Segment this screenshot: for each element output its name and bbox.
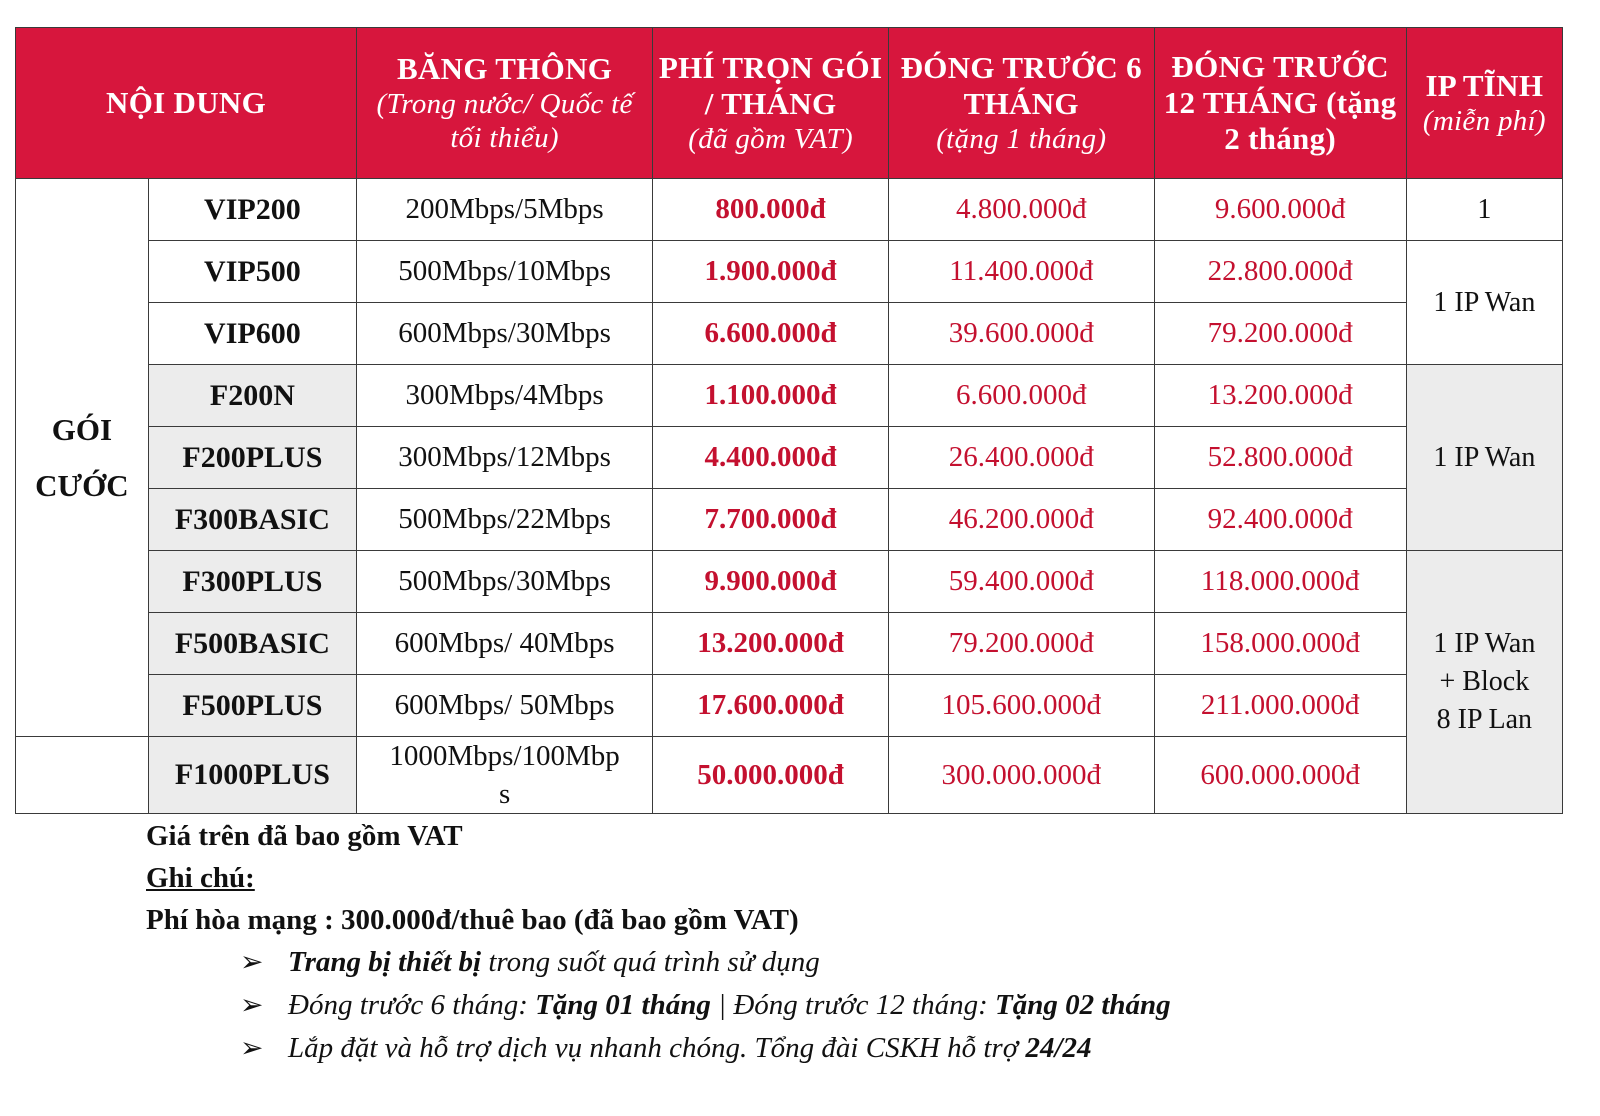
bullet-text: | Đóng trước 12 tháng:	[710, 989, 995, 1021]
package-name: F300BASIC	[148, 489, 356, 551]
monthly-fee-cell: 4.400.000đ	[653, 427, 889, 489]
bullet-bold: Tặng 01 tháng	[535, 989, 711, 1021]
prepay12-cell: 13.200.000đ	[1154, 365, 1406, 427]
prepay12-cell: 52.800.000đ	[1154, 427, 1406, 489]
prepay6-cell: 4.800.000đ	[889, 179, 1154, 241]
ip-cell: 1 IP Wan	[1406, 241, 1562, 365]
ip-cell: 1 IP Wan	[1406, 365, 1562, 551]
header-ip	[1406, 28, 1562, 179]
header-prepay6	[889, 28, 1154, 179]
package-name: VIP600	[148, 303, 356, 365]
package-name: F200N	[148, 365, 356, 427]
list-item	[240, 1027, 1171, 1070]
prepay12-cell: 22.800.000đ	[1154, 241, 1406, 303]
arrow-bullet-icon: ➢	[240, 990, 264, 1021]
header-monthly	[653, 28, 889, 179]
arrow-bullet-icon: ➢	[240, 947, 264, 978]
monthly-fee-cell: 6.600.000đ	[653, 303, 889, 365]
prepay6-cell: 79.200.000đ	[889, 613, 1154, 675]
header-content	[16, 28, 357, 179]
group-cell	[16, 179, 149, 737]
prepay12-cell: 158.000.000đ	[1154, 613, 1406, 675]
package-name: F200PLUS	[148, 427, 356, 489]
notes-heading	[146, 857, 799, 899]
header-bandwidth-main: BĂNG THÔNG	[397, 51, 613, 86]
header-monthly-main: PHÍ TRỌN GÓI / THÁNG	[658, 50, 883, 121]
header-bandwidth	[357, 28, 653, 179]
prepay12-cell: 9.600.000đ	[1154, 179, 1406, 241]
prepay12-cell: 92.400.000đ	[1154, 489, 1406, 551]
vat-note: Giá trên đã bao gồm VAT	[146, 820, 463, 852]
ip-cell	[1406, 551, 1562, 814]
prepay6-cell: 59.400.000đ	[889, 551, 1154, 613]
prepay6-cell: 39.600.000đ	[889, 303, 1154, 365]
package-name: F300PLUS	[148, 551, 356, 613]
bandwidth-cell: 200Mbps/5Mbps	[357, 179, 653, 241]
package-name: F500PLUS	[148, 675, 356, 737]
bandwidth-line: 1000Mbps/100Mbp	[389, 740, 620, 772]
header-monthly-sub: (đã gồm VAT)	[688, 123, 853, 155]
table-row	[16, 613, 1563, 675]
prepay6-cell: 26.400.000đ	[889, 427, 1154, 489]
bandwidth-cell: 500Mbps/30Mbps	[357, 551, 653, 613]
list-item	[240, 984, 1171, 1027]
prepay12-cell: 211.000.000đ	[1154, 675, 1406, 737]
header-ip-sub: (miễn phí)	[1422, 105, 1546, 137]
bandwidth-cell: 600Mbps/ 40Mbps	[357, 613, 653, 675]
bullet-list	[240, 941, 1171, 1070]
ip-cell: 1	[1406, 179, 1562, 241]
monthly-fee-cell: 7.700.000đ	[653, 489, 889, 551]
table-row	[16, 427, 1563, 489]
monthly-fee-cell: 1.100.000đ	[653, 365, 889, 427]
list-item	[240, 941, 1171, 984]
activation-fee-note: Phí hòa mạng : 300.000đ/thuê bao (đã bao gồm VAT)	[146, 904, 799, 936]
notes-heading-label: Ghi chú:	[146, 862, 255, 894]
prepay12-cell: 118.000.000đ	[1154, 551, 1406, 613]
prepay6-cell: 11.400.000đ	[889, 241, 1154, 303]
prepay12-cell: 600.000.000đ	[1154, 737, 1406, 814]
header-prepay6-sub: (tặng 1 tháng)	[936, 123, 1107, 155]
prepay6-cell: 46.200.000đ	[889, 489, 1154, 551]
bullet-text: Lắp đặt và hỗ trợ dịch vụ nhanh chóng. Tổng đài CSKH hỗ trợ	[288, 1032, 1026, 1064]
header-row	[16, 28, 1563, 179]
package-name: F1000PLUS	[148, 737, 356, 814]
bullet-text: trong suốt quá trình sử dụng	[481, 946, 820, 978]
monthly-fee-cell: 1.900.000đ	[653, 241, 889, 303]
group-cell-empty	[16, 737, 149, 814]
monthly-fee-cell: 800.000đ	[653, 179, 889, 241]
bandwidth-cell	[357, 737, 653, 814]
prepay6-cell: 6.600.000đ	[889, 365, 1154, 427]
ip-line: + Block	[1439, 666, 1530, 697]
table-row	[16, 551, 1563, 613]
bullet-bold: Trang bị thiết bị	[288, 946, 482, 978]
monthly-fee-cell: 17.600.000đ	[653, 675, 889, 737]
table-row	[16, 179, 1563, 241]
table-row	[16, 303, 1563, 365]
prepay6-cell: 105.600.000đ	[889, 675, 1154, 737]
package-name: F500BASIC	[148, 613, 356, 675]
table-row	[16, 241, 1563, 303]
monthly-fee-cell: 50.000.000đ	[653, 737, 889, 814]
ip-line: 8 IP Lan	[1436, 704, 1533, 735]
package-name: VIP500	[148, 241, 356, 303]
bandwidth-cell: 600Mbps/30Mbps	[357, 303, 653, 365]
arrow-bullet-icon: ➢	[240, 1033, 264, 1064]
bullet-bold: 24/24	[1025, 1032, 1092, 1064]
bandwidth-cell: 300Mbps/12Mbps	[357, 427, 653, 489]
bullet-text: Đóng trước 6 tháng:	[288, 989, 536, 1021]
monthly-fee-cell: 9.900.000đ	[653, 551, 889, 613]
bandwidth-cell: 500Mbps/22Mbps	[357, 489, 653, 551]
header-prepay12-main: ĐÓNG TRƯỚC 12 THÁNG (tặng 2 tháng)	[1163, 49, 1397, 156]
bullet-bold: Tặng 02 tháng	[994, 989, 1171, 1021]
table-row	[16, 737, 1563, 814]
group-label-line1: GÓI	[51, 411, 113, 447]
ip-line: 1 IP Wan	[1433, 628, 1536, 659]
notes-section	[146, 815, 799, 941]
table-row	[16, 489, 1563, 551]
group-label-line2: CƯỚC	[35, 467, 129, 503]
monthly-fee-cell: 13.200.000đ	[653, 613, 889, 675]
header-ip-main: IP TĨNH	[1425, 68, 1544, 103]
header-content-label: NỘI DUNG	[106, 85, 267, 120]
header-prepay12	[1154, 28, 1406, 179]
bandwidth-cell: 600Mbps/ 50Mbps	[357, 675, 653, 737]
package-name: VIP200	[148, 179, 356, 241]
pricing-table	[15, 27, 1563, 814]
prepay12-cell: 79.200.000đ	[1154, 303, 1406, 365]
bandwidth-line: s	[498, 778, 511, 810]
header-prepay6-main: ĐÓNG TRƯỚC 6 THÁNG	[900, 50, 1142, 121]
header-bandwidth-sub: (Trong nước/ Quốc tế tối thiểu)	[376, 88, 633, 154]
table-row	[16, 365, 1563, 427]
bandwidth-cell: 500Mbps/10Mbps	[357, 241, 653, 303]
table-row	[16, 675, 1563, 737]
bandwidth-cell: 300Mbps/4Mbps	[357, 365, 653, 427]
prepay6-cell: 300.000.000đ	[889, 737, 1154, 814]
